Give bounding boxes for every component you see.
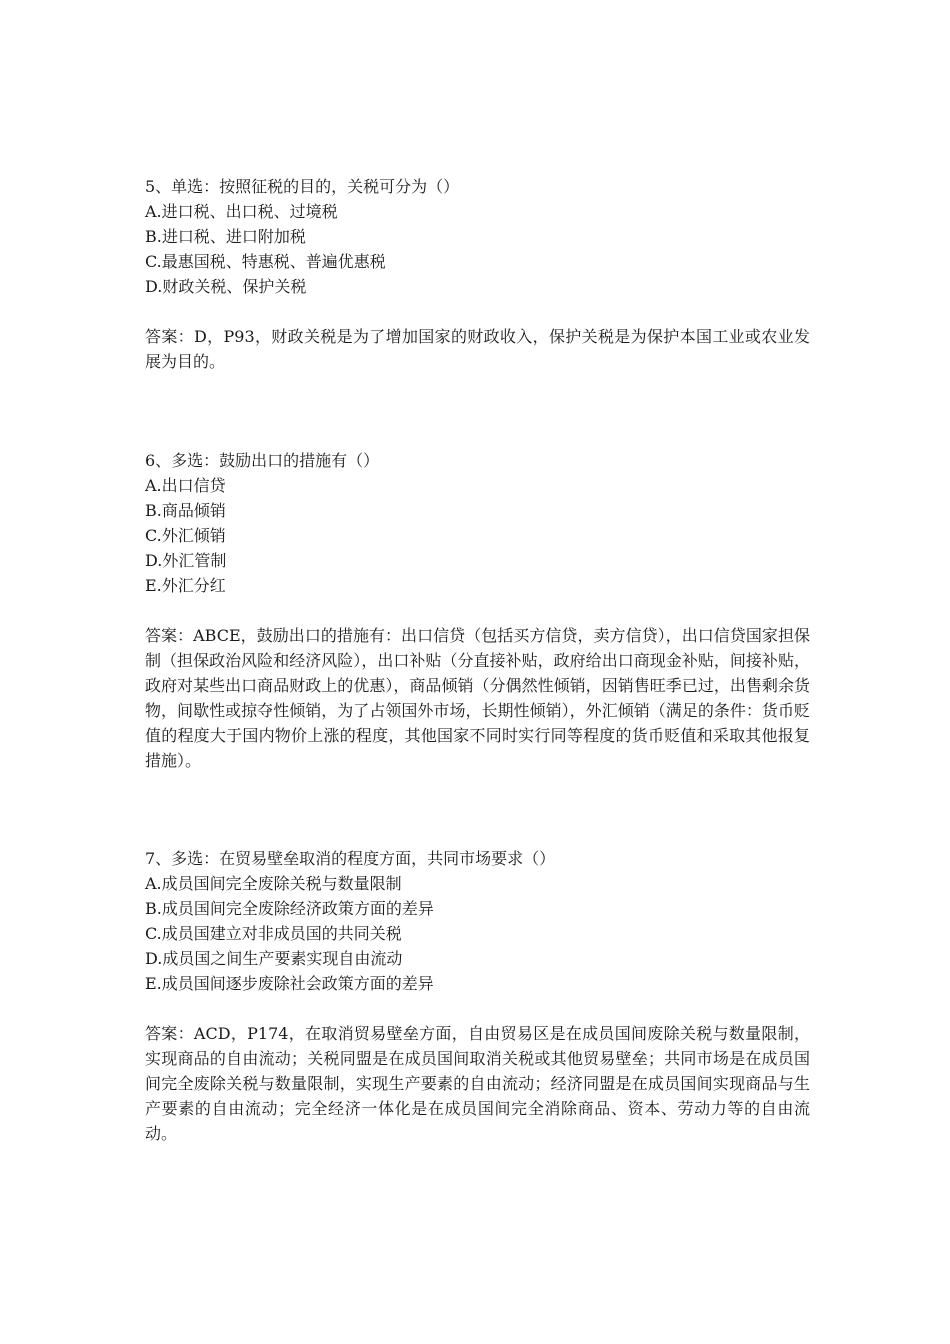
option-e: E.外汇分红 (145, 576, 226, 595)
option-d: D.财政关税、保护关税 (145, 277, 307, 296)
option-c: C.成员国建立对非成员国的共同关税 (145, 924, 402, 943)
option-b: B.商品倾销 (145, 501, 226, 520)
option-a: A.进口税、出口税、过境税 (145, 202, 338, 221)
option-a: A.成员国间完全废除关税与数量限制 (145, 874, 402, 893)
question-title: 5、单选：按照征税的目的，关税可分为（） (145, 177, 460, 196)
option-c: C.外汇倾销 (145, 526, 226, 545)
question-title: 7、多选：在贸易壁垒取消的程度方面，共同市场要求（） (145, 849, 556, 868)
question-6 (145, 448, 810, 773)
option-c: C.最惠国税、特惠税、普遍优惠税 (145, 252, 386, 271)
answer-text: 答案：ABCE，鼓励出口的措施有：出口信贷（包括买方信贷，卖方信贷），出口信贷国家担保制（担保政治风险和经济风险），出口补贴（分直接补贴，政府给出口商现金补贴，间接补贴，政府对某些出口商品财政上的优惠），商品倾销（分偶然性倾销，因销售旺季已过，出售剩余货物，间歇性或掠夺性倾销，为了占领国外市场，长期性倾销），外汇倾销（满足的条件：货币贬值的程度大于国内物价上涨的程度，其他国家不同时实行同等程度的货币贬值和采取其他报复措施）。 (145, 626, 810, 770)
question-7 (145, 846, 810, 1146)
question-title: 6、多选：鼓励出口的措施有（） (145, 451, 380, 470)
option-e: E.成员国间逐步废除社会政策方面的差异 (145, 974, 434, 993)
question-5 (145, 174, 810, 374)
option-b: B.成员国间完全废除经济政策方面的差异 (145, 899, 434, 918)
answer-text: 答案：ACD，P174，在取消贸易壁垒方面，自由贸易区是在成员国间废除关税与数量限制，实现商品的自由流动；关税同盟是在成员国间取消关税或其他贸易壁垒；共同市场是在成员国间完全废除关税与数量限制，实现生产要素的自由流动；经济同盟是在成员国间实现商品与生产要素的自由流动；完全经济一体化是在成员国间完全消除商品、资本、劳动力等的自由流动。 (145, 1024, 810, 1143)
answer-text: 答案：D，P93，财政关税是为了增加国家的财政收入，保护关税是为保护本国工业或农业发展为目的。 (145, 327, 810, 371)
option-d: D.外汇管制 (145, 551, 227, 570)
option-d: D.成员国之间生产要素实现自由流动 (145, 949, 403, 968)
option-b: B.进口税、进口附加税 (145, 227, 306, 246)
option-a: A.出口信贷 (145, 476, 226, 495)
